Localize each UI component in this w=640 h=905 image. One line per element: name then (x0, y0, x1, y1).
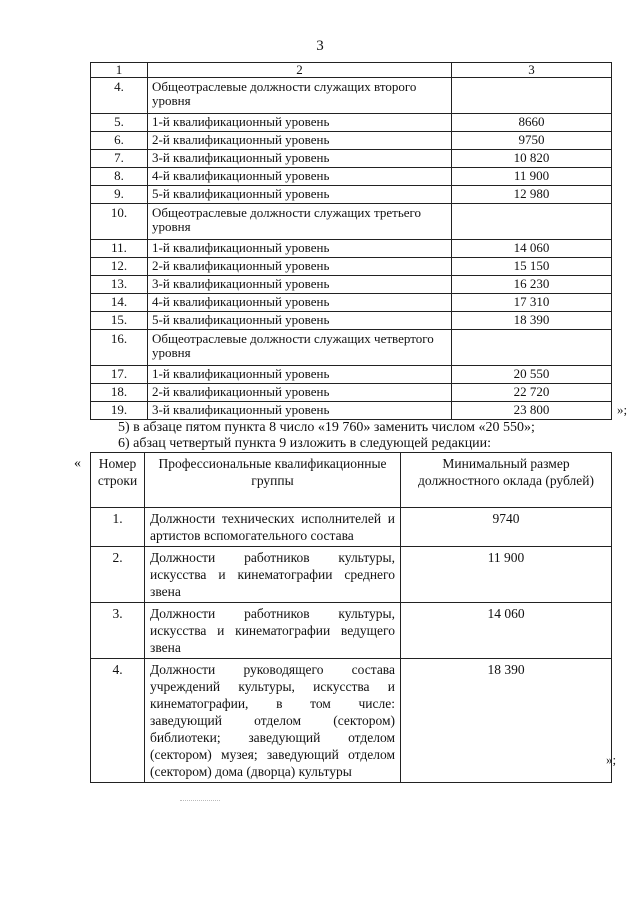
salary-value: 9750 (452, 132, 612, 150)
row-number: 4. (91, 659, 145, 783)
salary-value: 15 150 (452, 258, 612, 276)
qualification-level: Общеотраслевые должности служащих второго уровня (148, 78, 452, 114)
salary-value: 22 720 (452, 384, 612, 402)
qualification-level: 4-й квалификационный уровень (148, 168, 452, 186)
row-number: 8. (91, 168, 148, 186)
table-row (91, 508, 612, 547)
qualification-group: Должности работников культуры, искусства и кинематографии ведущего звена (145, 603, 401, 659)
salary-value: 14 060 (401, 603, 612, 659)
salary-value (452, 78, 612, 114)
table-row (91, 204, 612, 240)
row-number: 15. (91, 312, 148, 330)
table-row (91, 150, 612, 168)
qualification-level: 2-й квалификационный уровень (148, 384, 452, 402)
row-number: 4. (91, 78, 148, 114)
qualification-level: 2-й квалификационный уровень (148, 258, 452, 276)
row-number: 19. (91, 402, 148, 420)
table-row (91, 366, 612, 384)
table-row (91, 659, 612, 783)
salary-value: 16 230 (452, 276, 612, 294)
table-row (91, 312, 612, 330)
salary-value (452, 330, 612, 366)
table-header-row (91, 453, 612, 508)
qualification-level: 2-й квалификационный уровень (148, 132, 452, 150)
table-header-row (91, 63, 612, 78)
salary-value: 14 060 (452, 240, 612, 258)
salary-value: 12 980 (452, 186, 612, 204)
salary-value: 10 820 (452, 150, 612, 168)
salary-table-culture (90, 452, 612, 783)
row-number: 17. (91, 366, 148, 384)
scan-mark (180, 800, 220, 801)
row-number: 11. (91, 240, 148, 258)
column-header-salary: Минимальный размер должностного оклада (рублей) (401, 453, 612, 508)
row-number: 14. (91, 294, 148, 312)
table-row (91, 78, 612, 114)
salary-value (452, 204, 612, 240)
salary-value: 17 310 (452, 294, 612, 312)
amendment-paragraph-5: 5) в абзаце пятом пункта 8 число «19 760» заменить числом «20 550»; (118, 420, 535, 435)
row-number: 1. (91, 508, 145, 547)
salary-table-general (90, 62, 612, 420)
qualification-level: 4-й квалификационный уровень (148, 294, 452, 312)
qualification-level: 3-й квалификационный уровень (148, 150, 452, 168)
qualification-group: Должности работников культуры, искусства и кинематографии среднего звена (145, 547, 401, 603)
qualification-group: Должности технических исполнителей и артистов вспомогательного состава (145, 508, 401, 547)
qualification-group: Должности руководящего состава учреждений культуры, искусства и кинематографии, в том числе: заведующий отделом (сектором) библиотеки; заведующий отделом (сектором) музея; заведующий отделом (сектором) дома (дворца) культуры (145, 659, 401, 783)
column-header-row-number: Номер строки (91, 453, 145, 508)
salary-value: 18 390 (452, 312, 612, 330)
closing-quote: »; (606, 752, 617, 767)
salary-value: 11 900 (401, 547, 612, 603)
qualification-level: 3-й квалификационный уровень (148, 402, 452, 420)
table-row (91, 276, 612, 294)
column-header-group: Профессиональные квалификационные группы (145, 453, 401, 508)
row-number: 7. (91, 150, 148, 168)
row-number: 13. (91, 276, 148, 294)
row-number: 16. (91, 330, 148, 366)
table-row (91, 384, 612, 402)
salary-value: 23 800 (452, 402, 612, 420)
salary-value: 18 390 (401, 659, 612, 783)
opening-quote: « (74, 456, 81, 471)
table-row (91, 168, 612, 186)
table-row (91, 132, 612, 150)
qualification-level: 1-й квалификационный уровень (148, 114, 452, 132)
table-row (91, 547, 612, 603)
table-row (91, 114, 612, 132)
table-row (91, 603, 612, 659)
qualification-level: 1-й квалификационный уровень (148, 240, 452, 258)
salary-value: 8660 (452, 114, 612, 132)
qualification-level: 3-й квалификационный уровень (148, 276, 452, 294)
salary-value: 9740 (401, 508, 612, 547)
qualification-level: 5-й квалификационный уровень (148, 312, 452, 330)
table-row (91, 402, 612, 420)
amendment-paragraph-6: 6) абзац четвертый пункта 9 изложить в следующей редакции: (118, 436, 492, 451)
row-number: 12. (91, 258, 148, 276)
row-number: 9. (91, 186, 148, 204)
salary-value: 20 550 (452, 366, 612, 384)
row-number: 3. (91, 603, 145, 659)
page-number: 3 (316, 38, 324, 54)
column-header-1: 1 (91, 63, 148, 78)
table-row (91, 258, 612, 276)
table-row (91, 330, 612, 366)
qualification-level: 5-й квалификационный уровень (148, 186, 452, 204)
table-row (91, 294, 612, 312)
table-row (91, 186, 612, 204)
qualification-level: Общеотраслевые должности служащих четвертого уровня (148, 330, 452, 366)
column-header-2: 2 (148, 63, 452, 78)
closing-quote: »; (617, 402, 628, 417)
salary-value: 11 900 (452, 168, 612, 186)
row-number: 6. (91, 132, 148, 150)
row-number: 10. (91, 204, 148, 240)
qualification-level: Общеотраслевые должности служащих третьего уровня (148, 204, 452, 240)
row-number: 2. (91, 547, 145, 603)
column-header-3: 3 (452, 63, 612, 78)
table-row (91, 240, 612, 258)
row-number: 18. (91, 384, 148, 402)
qualification-level: 1-й квалификационный уровень (148, 366, 452, 384)
row-number: 5. (91, 114, 148, 132)
